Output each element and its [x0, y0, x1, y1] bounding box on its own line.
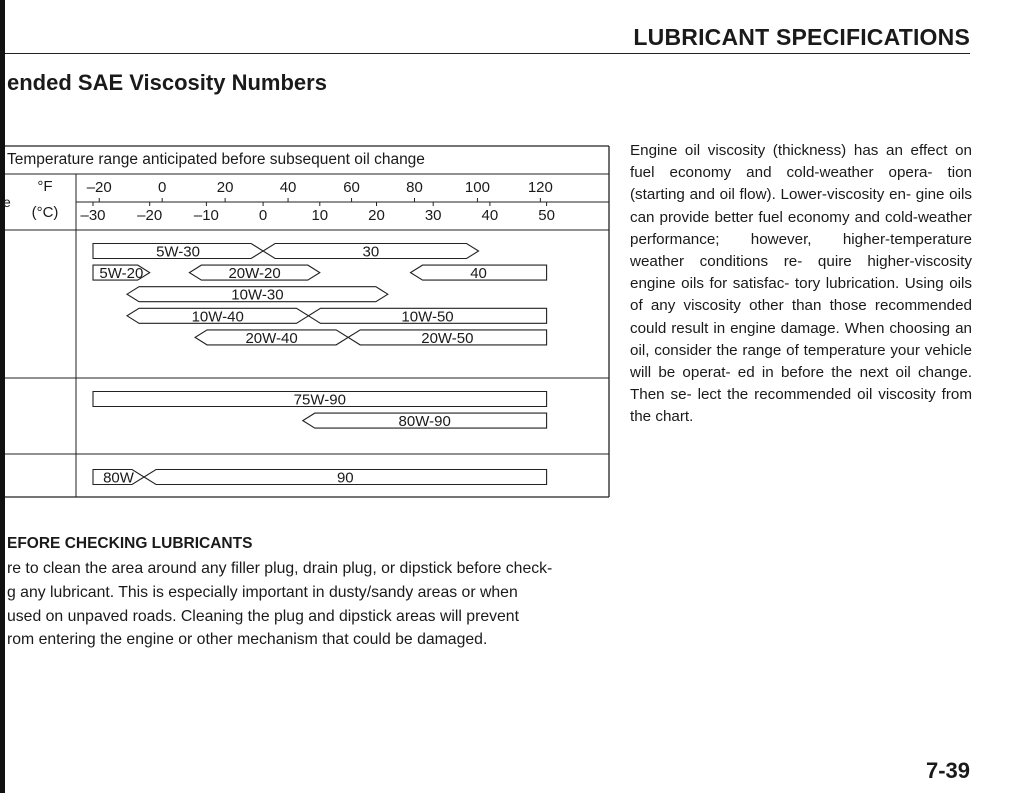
intro-text	[630, 140, 972, 429]
intro-line: When choosing an oil, consider the range	[630, 319, 972, 359]
intro-line: Engine oil viscosity (thickness) has an effect	[630, 142, 948, 159]
grade-bar-label: 80W	[103, 469, 134, 487]
checking-line: re to clean the area around any filler plug, drain plug, or dipstick before check-	[7, 560, 553, 577]
checking-line: rom entering the engine or other mechanism that could be damaged.	[7, 631, 488, 649]
intro-line: and cold-weather performance; however,	[630, 208, 972, 248]
intro-paragraph	[630, 140, 972, 429]
grade-bar-label: 90	[336, 469, 354, 487]
chart-unit-celsius: (°C)	[31, 204, 59, 221]
fahrenheit-tick-label: 20	[216, 179, 234, 196]
grade-bar-label: 75W-90	[293, 391, 346, 409]
fahrenheit-tick-label: 0	[158, 179, 167, 196]
intro-line: quire higher-viscosity engine oils for satisfac-	[630, 253, 972, 293]
celsius-tick-label: –10	[193, 207, 219, 224]
section-title: ended SAE Viscosity Numbers	[7, 70, 327, 95]
intro-line: chart.	[655, 408, 694, 426]
chart-row-stub: e	[3, 194, 11, 210]
checking-line: used on unpaved roads. Cleaning the plug and dipstick areas will prevent	[7, 607, 519, 625]
grade-bar-label: 20W-50	[421, 329, 474, 347]
chart-header: Temperature range anticipated before subsequent oil change	[7, 151, 425, 168]
fahrenheit-tick-label: 80	[406, 179, 423, 196]
grade-bar-label: 5W-20	[99, 265, 144, 283]
celsius-tick-label: 50	[538, 207, 555, 224]
celsius-tick-label: 20	[368, 207, 385, 224]
intro-line: tion (starting and oil flow). Lower-viscosity en-	[630, 164, 972, 204]
viscosity-chart-svg	[5, 144, 610, 498]
fahrenheit-tick-label: 40	[279, 179, 297, 196]
intro-line: on fuel economy and cold-weather opera-	[630, 142, 972, 182]
celsius-tick-label: 30	[424, 207, 442, 224]
checking-line: g any lubricant. This is especially important in dusty/sandy areas or when	[7, 583, 518, 601]
intro-line: gine oils can provide better fuel economy	[630, 186, 972, 226]
grade-bar-label: 80W-90	[398, 413, 451, 431]
intro-line: other than those recommended could result	[630, 297, 972, 337]
header-title: LUBRICANT SPECIFICATIONS	[633, 24, 970, 50]
celsius-tick-label: 40	[481, 207, 499, 224]
header-rule	[5, 53, 970, 54]
grade-bar-label: 20W-20	[228, 265, 281, 283]
checking-heading: EFORE CHECKING LUBRICANTS	[7, 535, 253, 552]
grade-bar-label: 10W-40	[191, 308, 244, 326]
grade-bar-label: 5W-30	[156, 243, 201, 261]
celsius-tick-label: –30	[80, 207, 106, 224]
celsius-tick-label: –20	[137, 207, 163, 224]
grade-bar-label: 10W-50	[401, 308, 454, 326]
viscosity-chart	[5, 144, 610, 498]
fahrenheit-tick-label: 120	[527, 179, 553, 196]
fahrenheit-tick-label: 60	[343, 179, 360, 196]
intro-line: tory lubrication. Using oils of any viscosity	[630, 275, 972, 315]
intro-line: higher-temperature weather conditions re-	[630, 230, 972, 271]
intro-line: of temperature your vehicle will be operat-	[630, 341, 972, 382]
celsius-tick-label: 10	[311, 207, 329, 224]
intro-line: ed in before the next oil change. Then se-	[630, 364, 972, 404]
celsius-tick-label: 0	[258, 207, 268, 224]
intro-line: in engine damage.	[713, 319, 840, 337]
intro-line: lect the recommended oil viscosity from the	[630, 386, 972, 426]
page-number: 7-39	[925, 758, 970, 783]
grade-bar-label: 20W-40	[245, 329, 298, 347]
checking-body	[7, 557, 607, 652]
grade-bar-label: 40	[470, 265, 487, 283]
chart-unit-fahrenheit: °F	[37, 178, 53, 195]
fahrenheit-tick-label: –20	[86, 179, 112, 196]
fahrenheit-tick-label: 100	[464, 179, 490, 196]
grade-bar-label: 10W-30	[231, 286, 284, 304]
grade-bar-label: 30	[362, 243, 380, 261]
